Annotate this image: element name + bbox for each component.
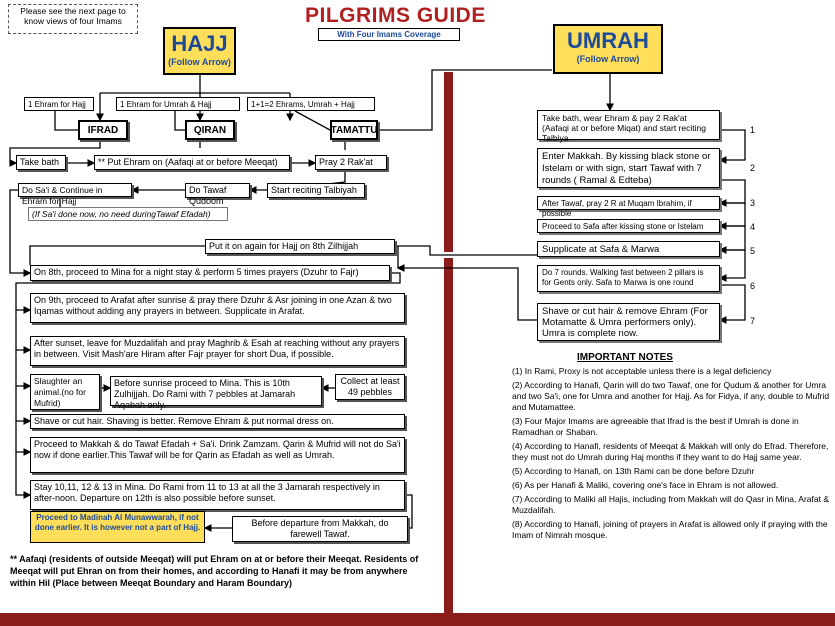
umrah-step-6-number: 6 (750, 281, 756, 291)
shave-box: Shave or cut hair. Shaving is better. Remove Ehram & put normal dress on. (30, 414, 405, 429)
ifrad-box: IFRAD (78, 120, 128, 140)
eighth-day-box: On 8th, proceed to Mina for a night stay & perform 5 times prayers (Dzuhr to Fajr) (30, 265, 390, 281)
madinah-box: Proceed to Madinah Al Munawwarah, if not done earlier. It is however not a part of Hajj. (30, 511, 205, 543)
note-1: (1) In Rami, Proxy is not acceptable unless there is a legal deficiency (512, 366, 772, 376)
talbiyah-box: Start reciting Talbiyah (267, 183, 365, 198)
umrah-step-5-number: 5 (750, 246, 756, 256)
do-sai-box: Do Sa'i & Continue in Ehram for Hajj (18, 183, 132, 197)
hajj-heading: HAJJ (171, 31, 228, 56)
hajj-follow-arrow: (Follow Arrow) (168, 57, 231, 67)
umrah-step-2-number: 2 (750, 163, 756, 173)
farewell-tawaf-box: Before departure from Makkah, do farewell Tawaf. (232, 516, 408, 542)
umrah-step-7: Shave or cut hair & remove Ehram (For Motamatte & Umra performers only). Umra is complete now. (537, 303, 720, 341)
umrah-step-1-number: 1 (750, 125, 756, 135)
ninth-day-box: On 9th, proceed to Arafat after sunrise & pray there Dzuhr & Asr joining in one Azan & two Iqamas without adding any prayers in between. Supplicate in Arafat. (30, 293, 405, 323)
before-sunrise-box: Before sunrise proceed to Mina. This is 10th Zulhijjah. Do Rami with 7 pebbles at Jamarah Aqabah only. (110, 376, 322, 406)
note-4: (4) According to Hanafi, residents of Meeqat & Makkah will only do Efrad. Therefore, they must not do Umrah during Haj months if they want to do Hajj same year. (512, 441, 829, 462)
umrah-step-4-number: 4 (750, 222, 756, 232)
hajj-heading-box (163, 27, 236, 75)
slaughter-box: Slaughter an animal.(no for Mufrid) (30, 374, 100, 410)
collect-pebbles-box: Collect at least 49 pebbles (335, 374, 405, 400)
put-again-box: Put it on again for Hajj on 8th Zilhijjah (205, 239, 395, 254)
qiran-box: QIRAN (185, 120, 235, 140)
umrah-step-3-number: 3 (750, 198, 756, 208)
umrah-step-7-number: 7 (750, 316, 756, 326)
umrah-heading-box (553, 24, 663, 74)
umrah-step-5: Supplicate at Safa & Marwa (537, 241, 720, 257)
page-subtitle: With Four Imams Coverage (318, 28, 460, 41)
tamattu-box: TAMATTU (330, 120, 378, 140)
umrah-step-1: Take bath, wear Ehram & pay 2 Rak'at (Aafaqi at or before Miqat) and start reciting Talbiya (537, 110, 720, 140)
tawaf-qudoom-box: Do Tawaf Qudoom (185, 183, 250, 198)
note-7: (7) According to Maliki all Hajis, including from Makkah will do Qasr in Mina, Arafat & Muzdalifah. (512, 494, 829, 515)
qiran-description: 1 Ehram for Umrah & Hajj (116, 97, 240, 111)
umrah-step-3: After Tawaf, pray 2 R at Muqam Ibrahim, if possible (537, 196, 720, 210)
take-bath-box: Take bath (16, 155, 66, 170)
ifrad-description: 1 Ehram for Hajj (24, 97, 94, 111)
note-5: (5) According to Hanafi, on 13th Rami can be done before Dzuhr (512, 466, 755, 476)
important-notes-list (512, 366, 830, 541)
umrah-follow-arrow: (Follow Arrow) (576, 54, 640, 64)
umrah-step-4: Proceed to Safa after kissing stone or Istelam (537, 219, 720, 233)
umrah-step-2: Enter Makkah. By kissing black stone or Istelam or with sign, start Tawaf with 7 rounds ( Ramal & Edteba) (537, 148, 720, 188)
muzdalifah-box: After sunset, leave for Muzdalifah and pray Maghrib & Esah at reaching without any prayers in between. Visit Mash'are Hiram after Fajr prayer for short Dua, if possible. (30, 336, 405, 366)
next-page-note: Please see the next page to know views of four Imams (8, 4, 138, 34)
note-8: (8) According to Hanafi, joining of prayers in Arafat is allowed only if praying with the Imam of Nimrah mosque. (512, 519, 828, 540)
page-title: PILGRIMS GUIDE (305, 4, 486, 27)
note-2: (2) According to Hanafi, Qarin will do two Tawaf, one for Qudum & another for Umra and two Sa'i, one for Umra and another for Hajj. As for Fidya, if any, double to Mufrid and Mutamattee. (512, 380, 830, 412)
umrah-step-6: Do 7 rounds. Walking fast between 2 pillars is for Gents only. Safa to Marwa is one round (537, 265, 720, 292)
pray-two-rakat-box: Pray 2 Rak'at (315, 155, 387, 170)
tawaf-efadah-box: Proceed to Makkah & do Tawaf Efadah + Sa'i. Drink Zamzam. Qarin & Mufrid will not do Sa'i now if done earlier.This Tawaf will be for Qarin as Efadah as well as Umrah. (30, 437, 405, 473)
tamattu-description: 1+1=2 Ehrams, Umrah + Hajj (247, 97, 375, 111)
aafaqi-footnote: ** Aafaqi (residents of outside Meeqat) will put Ehram on at or before their Meeqat. Residents of Meeqat will put Ehran on from their homes, and according to Hanafi it may be from anywhere within Hil (Place between Meeqat Boundary and Haram Boundary) (10, 554, 419, 588)
stay-mina-box: Stay 10,11, 12 & 13 in Mina. Do Rami from 11 to 13 at all the 3 Jamarah respectively in after-noon. Departure on 12th is also possible before sunset. (30, 480, 405, 510)
note-3: (3) Four Major Imams are agreeable that Ifrad is the best if Umrah is done in Ramadhan or Shaban. (512, 416, 799, 437)
important-notes-title: IMPORTANT NOTES (577, 352, 673, 363)
note-6: (6) As per Hanafi & Maliki, covering one's face in Ehram is not allowed. (512, 480, 779, 490)
umrah-heading: UMRAH (567, 28, 649, 53)
put-ehram-box: ** Put Ehram on (Aafaqi at or before Meeqat) (94, 155, 290, 170)
sai-note-box: (If Sa'i done now, no need duringTawaf Efadah) (28, 207, 228, 221)
